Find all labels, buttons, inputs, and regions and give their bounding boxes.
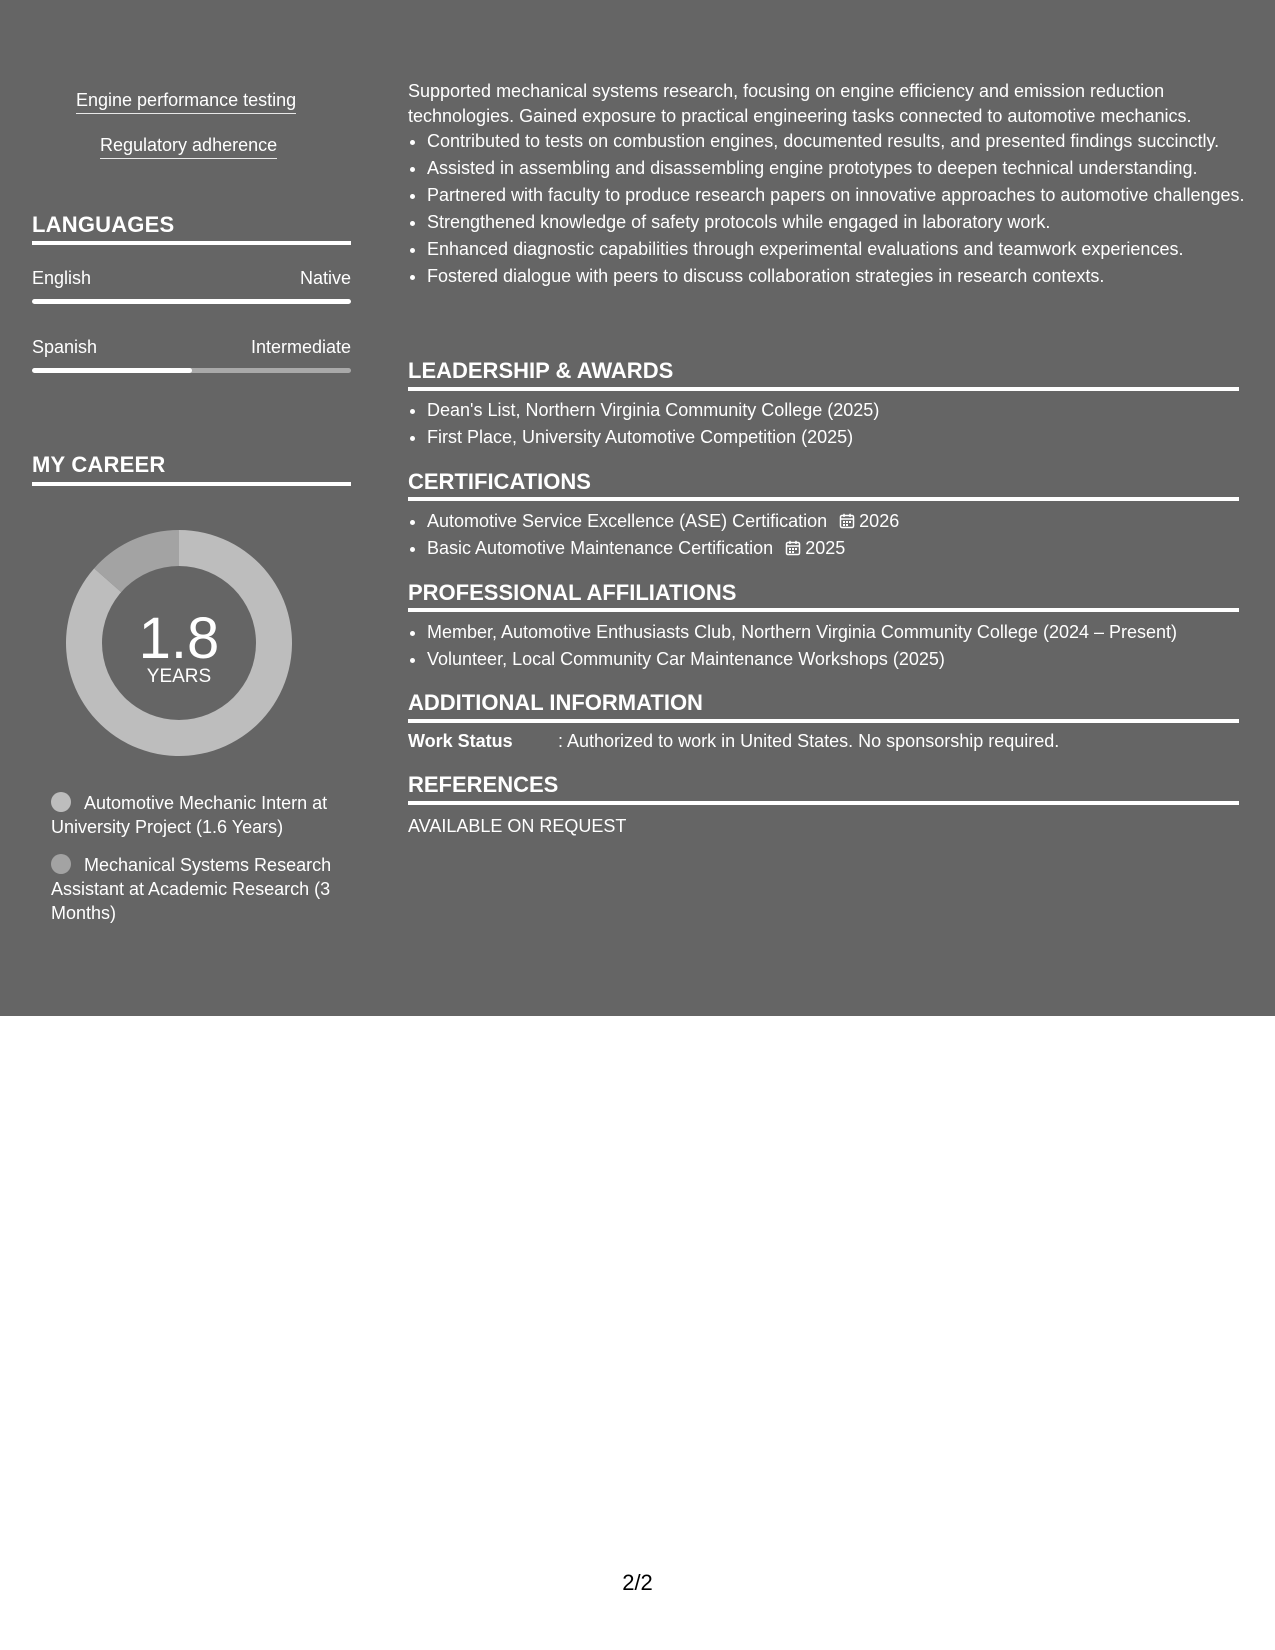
skill-engine-performance-testing[interactable]: Engine performance testing <box>76 89 296 114</box>
calendar-icon <box>839 513 855 529</box>
references-rule <box>408 801 1239 805</box>
skill-regulatory-adherence[interactable]: Regulatory adherence <box>100 134 277 159</box>
additional-info-heading: ADDITIONAL INFORMATION <box>408 690 703 715</box>
references-heading: REFERENCES <box>408 772 559 797</box>
career-total-value: 1.8 <box>138 606 220 671</box>
language-row-spanish <box>32 337 351 361</box>
affiliations-list <box>408 620 1257 674</box>
my-career-rule <box>32 482 351 486</box>
language-level: Native <box>299 268 351 288</box>
language-bar-fill <box>32 299 351 304</box>
certifications-list <box>408 509 1257 563</box>
work-status-label: Work Status <box>408 731 513 751</box>
leadership-item: • First Place, University Automotive Competition (2025) <box>427 425 1257 449</box>
affiliation-item: • Volunteer, Local Community Car Maintenance Workshops (2025) <box>427 647 1257 671</box>
experience-bullet: • Contributed to tests on combustion engines, documented results, and presented findings succinctly. <box>427 129 1257 153</box>
experience-bullet: • Partnered with faculty to produce research papers on innovative approaches to automotive challenges. <box>427 183 1257 207</box>
certification-year: 2026 <box>859 511 900 531</box>
experience-bullets <box>408 129 1257 291</box>
certification-year: 2025 <box>805 538 846 558</box>
career-legend-dot <box>51 854 71 874</box>
page-number: 2/2 <box>622 1570 653 1595</box>
language-name: English <box>32 268 92 288</box>
work-status-row <box>408 731 1059 752</box>
leadership-rule <box>408 387 1239 391</box>
experience-summary: Supported mechanical systems research, focusing on engine efficiency and emission reduction technologies. Gained exposure to practical engineering tasks connected to automotive mechanics. <box>408 81 1192 126</box>
languages-rule <box>32 241 351 245</box>
experience-bullet: • Assisted in assembling and disassembling engine prototypes to deepen technical understanding. <box>427 156 1257 180</box>
certifications-rule <box>408 497 1239 501</box>
language-bar-english <box>32 299 351 304</box>
language-bar-fill <box>32 368 192 373</box>
language-bar-spanish <box>32 368 351 373</box>
leadership-heading: LEADERSHIP & AWARDS <box>408 358 674 383</box>
additional-info-rule <box>408 719 1239 723</box>
career-legend-label: Automotive Mechanic Intern at University Project (1.6 Years) <box>51 793 328 837</box>
experience-bullet: • Fostered dialogue with peers to discuss collaboration strategies in research contexts. <box>427 264 1257 288</box>
career-donut-chart <box>66 530 292 756</box>
certifications-heading: CERTIFICATIONS <box>408 469 591 494</box>
leadership-item: • Dean's List, Northern Virginia Community College (2025) <box>427 398 1257 422</box>
my-career-heading: MY CAREER <box>32 452 166 477</box>
language-name: Spanish <box>32 337 98 357</box>
certification-item <box>427 509 1257 533</box>
affiliations-rule <box>408 608 1239 612</box>
experience-bullet: • Enhanced diagnostic capabilities through experimental evaluations and teamwork experiences. <box>427 237 1257 261</box>
work-status-value: : Authorized to work in United States. No sponsorship required. <box>558 731 1060 751</box>
experience-bullet: • Strengthened knowledge of safety protocols while engaged in laboratory work. <box>427 210 1257 234</box>
calendar-icon <box>785 540 801 556</box>
languages-heading: LANGUAGES <box>32 212 175 237</box>
career-legend-item <box>51 791 341 839</box>
language-level: Intermediate <box>250 337 351 357</box>
career-legend-dot <box>51 792 71 812</box>
career-legend-item <box>51 853 341 925</box>
references-text: AVAILABLE ON REQUEST <box>408 816 627 836</box>
career-legend-label: Mechanical Systems Research Assistant at Academic Research (3 Months) <box>51 855 332 923</box>
affiliations-heading: PROFESSIONAL AFFILIATIONS <box>408 580 737 605</box>
certification-name: Automotive Service Excellence (ASE) Certification <box>427 511 828 531</box>
career-total-unit: YEARS <box>146 666 212 687</box>
certification-name: Basic Automotive Maintenance Certification <box>427 538 774 558</box>
affiliation-item: • Member, Automotive Enthusiasts Club, Northern Virginia Community College (2024 – Present) <box>427 620 1257 644</box>
certification-item <box>427 536 1257 560</box>
leadership-list <box>408 398 1257 452</box>
language-row-english <box>32 268 351 292</box>
